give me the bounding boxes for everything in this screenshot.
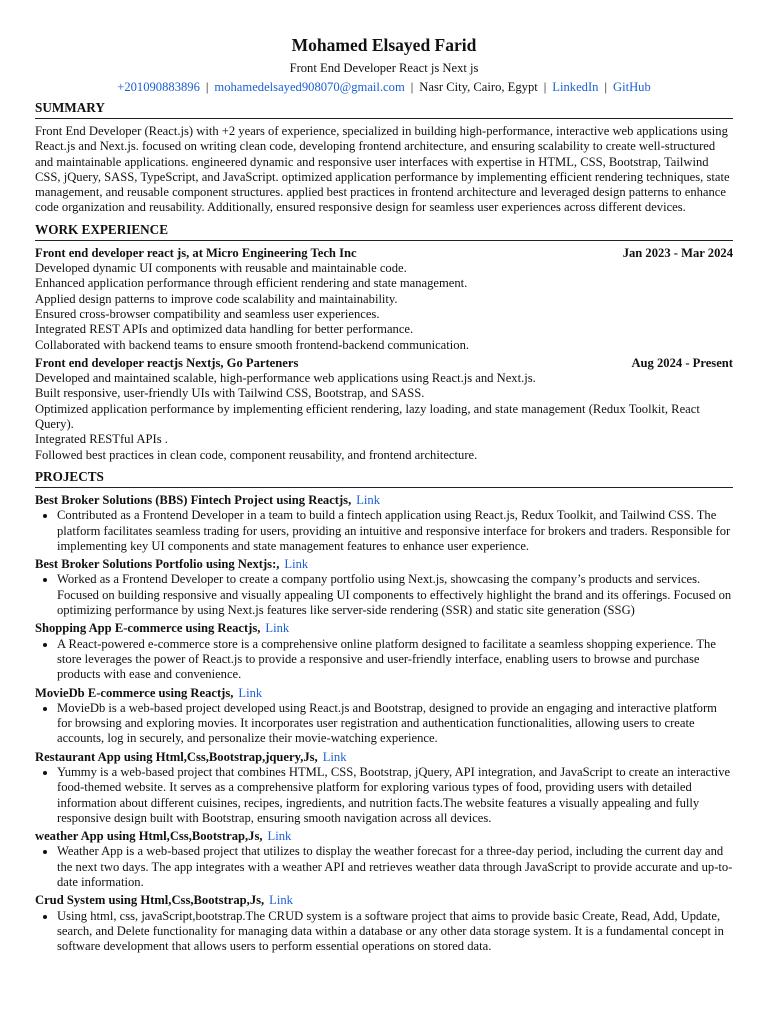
project-name: Best Broker Solutions (BBS) Fintech Project using Reactjs, <box>35 492 352 507</box>
project-entry <box>35 557 733 618</box>
job-header <box>35 356 733 371</box>
project-description: • Contributed as a Frontend Developer in a team to build a fintech application using React.js, Redux Toolkit, and Tailwind CSS. The platform facilitates seamless trading for users, providing an intuitive and responsive interface for brokers and traders. Responsible for implementing key UI components and state management features to enhance user experience. <box>57 508 733 554</box>
project-bullets <box>35 508 733 554</box>
job-duty: Followed best practices in clean code, component reusability, and frontend architecture. <box>35 447 478 462</box>
project-description: • A React-powered e-commerce store is a comprehensive online platform designed to facilitate a seamless shopping experience. The store leverages the power of React.js to provide a responsive and user-friendly interface, enabling users to browse and purchase products with ease and convenience. <box>57 637 733 683</box>
project-title <box>35 750 733 765</box>
project-description: • MovieDb is a web-based project developed using React.js and Bootstrap, designed to provide an engaging and interactive platform for browsing and exploring movies. It incorporates user registration and authentication functionalities, allowing users to create accounts, log in securely, and personalize their movie-watching experience. <box>57 701 733 747</box>
github-link[interactable]: GitHub <box>612 80 651 94</box>
project-link[interactable]: Link <box>356 492 381 507</box>
job-duty: Developed and maintained scalable, high-performance web applications using React.js and Next.js. <box>35 371 536 386</box>
project-name: Shopping App E-commerce using Reactjs, <box>35 621 261 636</box>
summary-text: Front End Developer (React.js) with +2 years of experience, specialized in building high-performance, interactive web applications using React.js and Next.js. focused on writing clean code, developing frontend architecture, and ensuring scalability to create well-structured and maintainable applications. engineered dynamic and responsive user interfaces with expertise in HTML, CSS, Bootstrap, Tailwind CSS, jQuery, SASS, TypeScript, and JavaScript. optimized application performance by implementing efficient rendering techniques, state management, and reusable component structures. applied best practices in frontend architecture and leveraged design patterns to enhance code organization and reusability. Additionally, ensured responsive design for seamless user experiences across different devices. <box>35 124 730 215</box>
job-entry <box>35 356 733 463</box>
project-entry <box>35 750 733 826</box>
resume-header <box>35 34 733 96</box>
contact-separator: | <box>604 80 607 94</box>
job-duty: Integrated RESTful APIs . <box>35 432 168 447</box>
job-dates: Jan 2023 - Mar 2024 <box>622 245 733 260</box>
contact-separator: | <box>205 80 209 94</box>
project-link[interactable]: Link <box>267 829 292 844</box>
job-duty: Built responsive, user-friendly UIs with Tailwind CSS, Bootstrap, and SASS. <box>35 386 425 401</box>
job-entry <box>35 246 733 353</box>
email-link[interactable]: mohamedelsayed908070@gmail.com <box>214 80 405 94</box>
project-entry <box>35 621 733 682</box>
job-duty: Developed dynamic UI components with reusable and maintainable code. <box>35 261 407 276</box>
project-title <box>35 829 733 844</box>
job-duty: Applied design patterns to improve code scalability and maintainability. <box>35 291 398 306</box>
phone-link[interactable]: +201090883896 <box>117 80 200 94</box>
project-link[interactable]: Link <box>322 749 347 764</box>
project-title <box>35 686 733 701</box>
job-dates: Aug 2024 - Present <box>631 355 733 370</box>
projects-heading: PROJECTS <box>35 469 733 488</box>
summary-heading: SUMMARY <box>35 100 733 119</box>
project-name: weather App using Html,Css,Bootstrap,Js, <box>35 829 263 844</box>
project-title <box>35 493 733 508</box>
project-description: • Weather App is a web-based project that utilizes to display the weather forecast for a three-day period, including the current day and the next two days. The app integrates with a weather API and retrieves weather data through JavaScript to provide accurate and up-to-date information. <box>57 844 733 890</box>
project-title <box>35 621 733 636</box>
contact-separator: | <box>410 80 414 94</box>
job-role: Front end developer reactjs Nextjs, Go Parteners <box>35 355 299 370</box>
project-bullets <box>35 572 733 618</box>
project-name: Crud System using Html,Css,Bootstrap,Js, <box>35 893 265 908</box>
contact-separator: | <box>543 80 547 94</box>
project-name: MovieDb E-commerce using Reactjs, <box>35 685 234 700</box>
project-bullets <box>35 909 733 955</box>
location-text: Nasr City, Cairo, Egypt <box>419 80 538 94</box>
project-bullets <box>35 637 733 683</box>
contact-line <box>35 79 733 96</box>
linkedin-link[interactable]: LinkedIn <box>552 80 599 94</box>
job-duty: Collaborated with backend teams to ensure smooth frontend-backend communication. <box>35 337 470 352</box>
project-link[interactable]: Link <box>284 557 309 572</box>
project-description: • Worked as a Frontend Developer to create a company portfolio using Next.js, showcasing the company’s products and services. Focused on building responsive and visually appealing UI components to effectively highlight the brand and its offerings. Focused on optimizing performance by using Next.js features like server-side rendering (SSR) and static site generation (SSG) <box>57 572 733 618</box>
project-entry <box>35 686 733 747</box>
work-experience-heading: WORK EXPERIENCE <box>35 222 733 241</box>
project-entry <box>35 493 733 554</box>
job-duty: Enhanced application performance through efficient rendering and state management. <box>35 276 468 291</box>
project-name: Best Broker Solutions Portfolio using Nextjs:, <box>35 557 280 572</box>
project-entry <box>35 829 733 890</box>
job-duty: Integrated REST APIs and optimized data handling for better performance. <box>35 322 414 337</box>
job-role: Front end developer react js, at Micro Engineering Tech Inc <box>35 245 357 260</box>
candidate-subtitle: Front End Developer React js Next js <box>289 61 479 75</box>
project-entry <box>35 893 733 954</box>
project-name: Restaurant App using Html,Css,Bootstrap,jquery,Js, <box>35 749 318 764</box>
project-bullets <box>35 844 733 890</box>
project-link[interactable]: Link <box>269 893 293 908</box>
job-header <box>35 246 733 261</box>
project-link[interactable]: Link <box>238 685 263 700</box>
project-description: • Yummy is a web-based project that combines HTML, CSS, Bootstrap, jQuery, API integration, and JavaScript to create an interactive food-themed website. It serves as a comprehensive platform for exploring various types of food, providing users with detailed information about different cuisines, recipes, ingredients, and nutrition facts.The website features a visually appealing and fully responsive design built with Bootstrap, ensuring smooth navigation across all devices. <box>57 765 733 826</box>
project-bullets <box>35 765 733 826</box>
job-duty: Optimized application performance by implementing efficient rendering, lazy loading, and state management (Redux Toolkit, React Query). <box>35 401 700 432</box>
project-link[interactable]: Link <box>265 621 290 636</box>
job-duty: Ensured cross-browser compatibility and seamless user experiences. <box>35 306 380 321</box>
project-title <box>35 557 733 572</box>
candidate-name: Mohamed Elsayed Farid <box>291 35 477 55</box>
project-bullets <box>35 701 733 747</box>
project-title <box>35 893 733 908</box>
project-description: • Using html, css, javaScript,bootstrap.The CRUD system is a software project that aims to provide basic Create, Read, Add, Update, search, and Delete functionality for managing data within a database or any other data storage system. It is a fundamental concept in software development that allows users to perform essential operations on stored data. <box>57 909 733 955</box>
